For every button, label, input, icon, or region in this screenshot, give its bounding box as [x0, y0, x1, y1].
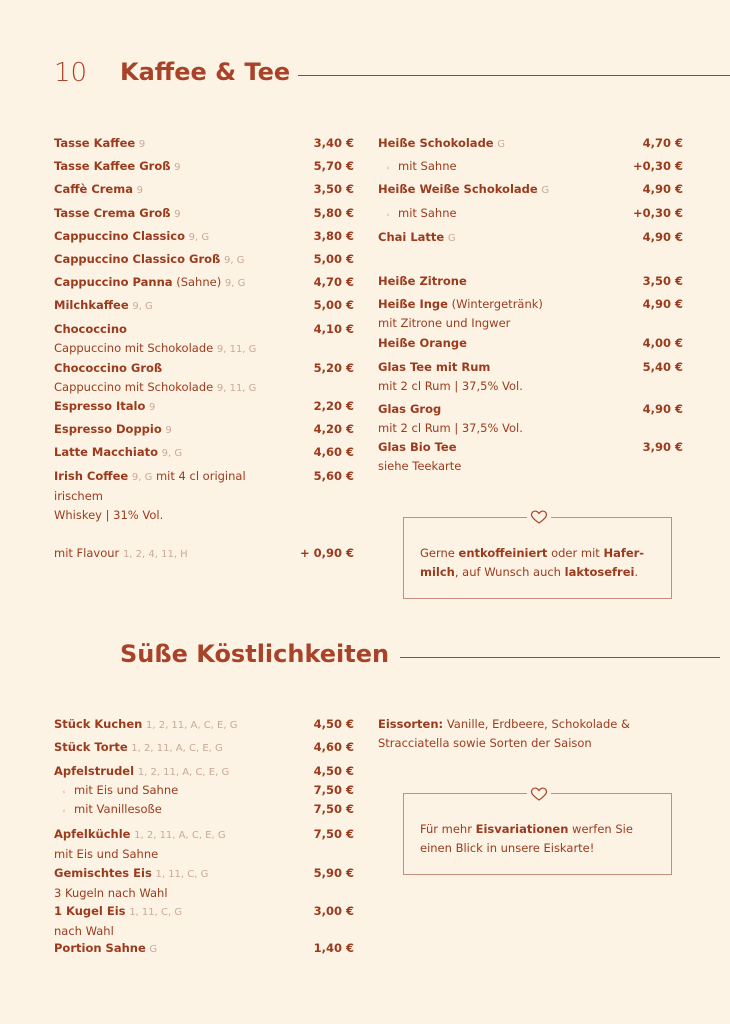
- eis-note-box: [403, 793, 672, 875]
- menu-item-price: 2,20 €: [313, 399, 354, 413]
- menu-item-price: 7,50 €: [313, 783, 354, 797]
- menu-item: [54, 864, 276, 903]
- menu-item-codes: G: [149, 944, 158, 955]
- menu-item: [54, 296, 276, 316]
- menu-item-price: 5,60 €: [313, 469, 354, 483]
- menu-item-codes: 9, 11, G: [216, 383, 257, 394]
- menu-item-price: 7,50 €: [313, 802, 354, 816]
- note2-bold-1: Eisvariationen: [475, 822, 569, 836]
- note-bold-3: milch: [420, 565, 455, 579]
- menu-item-codes: 9: [165, 425, 172, 436]
- menu-item-price: +0,30 €: [632, 206, 683, 220]
- menu-item-codes: 1, 2, 11, A, C, E, G: [131, 743, 223, 754]
- menu-item-name: Espresso Italo: [54, 399, 146, 413]
- menu-item-name: Cappuccino Classico Groß: [54, 252, 221, 266]
- menu-item: [54, 180, 276, 200]
- note-text-2: oder mit: [547, 546, 604, 560]
- menu-item-name: Cappuccino Panna: [54, 275, 173, 289]
- menu-item-option: mit Vanillesoße: [74, 802, 162, 816]
- menu-item-codes: G: [497, 139, 506, 150]
- heart-icon-2: [527, 786, 551, 802]
- menu-item-price: 3,80 €: [313, 229, 354, 243]
- menu-item-name: Chococcino: [54, 322, 127, 336]
- menu-item: [378, 204, 596, 224]
- bullet-icon: ⸗: [386, 210, 390, 219]
- menu-item-price: 3,00 €: [313, 904, 354, 918]
- note-bold-2: Hafer-: [603, 546, 645, 560]
- menu-item-name: Espresso Doppio: [54, 422, 162, 436]
- eissorten-line2: Stracciatella sowie Sorten der Saison: [378, 736, 592, 750]
- menu-item-price: 3,90 €: [642, 440, 683, 454]
- menu-item-codes: 9: [174, 162, 181, 173]
- menu-item-name: Glas Tee mit Rum: [378, 360, 491, 374]
- note-text-3: , auf Wunsch auch: [454, 565, 565, 579]
- section-header-kaffee: [54, 58, 87, 88]
- menu-item-name: Stück Kuchen: [54, 717, 143, 731]
- menu-item-name: Apfelküchle: [54, 827, 131, 841]
- menu-item-price: 4,90 €: [642, 182, 683, 196]
- menu-item-option: mit Eis und Sahne: [74, 783, 179, 797]
- flavour-item: [54, 544, 188, 564]
- section-title-kaffee-wrap: [120, 58, 290, 86]
- header-rule-2: [400, 657, 720, 658]
- menu-item-name: Chococcino Groß: [54, 361, 163, 375]
- menu-item-price: 4,00 €: [642, 336, 683, 350]
- menu-item-option: mit Sahne: [398, 206, 457, 220]
- section-title: Kaffee & Tee: [120, 58, 291, 86]
- bullet-icon: ⸗: [62, 806, 66, 815]
- menu-item-name: Irish Coffee: [54, 469, 129, 483]
- note-bold-1: entkoffeiniert: [458, 546, 548, 560]
- menu-item-name: Latte Macchiato: [54, 445, 159, 459]
- menu-item-codes: 9, G: [188, 232, 210, 243]
- menu-item-price: 4,50 €: [313, 764, 354, 778]
- decaf-note-box: [403, 517, 672, 599]
- menu-item-price: 1,40 €: [313, 941, 354, 955]
- menu-item: [378, 295, 596, 333]
- menu-item-price: 3,50 €: [313, 182, 354, 196]
- menu-item-price: 4,10 €: [313, 322, 354, 336]
- menu-item-codes: 9, G: [161, 448, 183, 459]
- flavour-codes: 1, 2, 4, 11, H: [122, 549, 188, 560]
- menu-item-price: 4,90 €: [642, 297, 683, 311]
- menu-item-name: Glas Grog: [378, 402, 442, 416]
- menu-item-name: Milchkaffee: [54, 298, 129, 312]
- page-number: 10: [54, 58, 88, 88]
- note-bold-4: laktosefrei: [564, 565, 635, 579]
- section-title-suesse: Süße Köstlichkeiten: [120, 640, 390, 668]
- menu-item-description: siehe Teekarte: [378, 459, 462, 473]
- menu-item-price: 5,40 €: [642, 360, 683, 374]
- note2-text-2: werfen Sie: [568, 822, 633, 836]
- menu-item-codes: 1, 2, 11, A, C, E, G: [137, 767, 230, 778]
- menu-item-codes: 9, G: [224, 278, 246, 289]
- menu-item: [54, 902, 276, 941]
- eissorten-text: [378, 715, 630, 753]
- menu-item-price: 4,50 €: [313, 717, 354, 731]
- menu-item-price: +0,30 €: [632, 159, 683, 173]
- menu-item: [54, 738, 276, 758]
- menu-item-description: mit Eis und Sahne: [54, 847, 159, 861]
- menu-item-name: Tasse Kaffee: [54, 136, 136, 150]
- menu-item: [54, 800, 276, 820]
- menu-item: [54, 320, 276, 359]
- menu-item-price: 5,00 €: [313, 252, 354, 266]
- menu-item-codes: 9, 11, G: [216, 344, 257, 355]
- menu-item-name: 1 Kugel Eis: [54, 904, 126, 918]
- bullet-icon: ⸗: [62, 787, 66, 796]
- menu-item-name: Caffè Crema: [54, 182, 133, 196]
- menu-item-codes: 9: [138, 139, 146, 150]
- menu-item: [54, 227, 276, 247]
- menu-item-price: 5,70 €: [313, 159, 354, 173]
- menu-item-codes: 9, G: [131, 472, 153, 483]
- menu-item: [378, 180, 596, 200]
- menu-item-codes: 9: [136, 185, 144, 196]
- menu-item-name: Chai Latte: [378, 230, 445, 244]
- menu-item: [378, 400, 596, 438]
- header-rule: [298, 75, 730, 76]
- menu-item-extra: mit 4 cl original irischem: [54, 469, 246, 503]
- menu-item-description: mit 2 cl Rum | 37,5% Vol.: [378, 379, 523, 393]
- menu-item-price: 4,70 €: [642, 136, 683, 150]
- menu-item-description: Cappuccino mit Schokolade: [54, 341, 214, 355]
- menu-item: [378, 228, 596, 248]
- menu-item: [378, 334, 596, 353]
- menu-item-description: Cappuccino mit Schokolade: [54, 380, 214, 394]
- menu-item-price: 5,20 €: [313, 361, 354, 375]
- menu-item-price: 4,90 €: [642, 230, 683, 244]
- menu-item: [378, 134, 596, 154]
- menu-item: [54, 134, 276, 154]
- menu-item-price: 4,90 €: [642, 402, 683, 416]
- menu-item-codes: 9: [149, 402, 156, 413]
- note2-text-3: einen Blick in unsere Eiskarte!: [420, 841, 595, 855]
- menu-item-description: Whiskey | 31% Vol.: [54, 508, 164, 522]
- flavour-price: + 0,90 €: [299, 546, 354, 560]
- menu-item-name: Cappuccino Classico: [54, 229, 186, 243]
- menu-item-price: 7,50 €: [313, 827, 354, 841]
- menu-item: [54, 715, 276, 735]
- menu-item-price: 4,60 €: [313, 740, 354, 754]
- menu-item-codes: 9: [174, 209, 181, 220]
- menu-item: [54, 781, 276, 801]
- menu-item-price: 4,20 €: [313, 422, 354, 436]
- menu-item-extra: (Sahne): [176, 275, 222, 289]
- menu-item: [54, 157, 276, 177]
- menu-item-name: Heiße Orange: [378, 336, 467, 350]
- menu-item-codes: 9, G: [223, 255, 245, 266]
- menu-item: [54, 825, 276, 864]
- menu-item: [54, 762, 276, 782]
- menu-item-name: Portion Sahne: [54, 941, 146, 955]
- menu-item-name: Heiße Weiße Schokolade: [378, 182, 538, 196]
- heart-icon: [527, 509, 551, 525]
- menu-item: [378, 272, 596, 291]
- menu-item-codes: 9, G: [132, 301, 153, 312]
- menu-item-description: nach Wahl: [54, 924, 114, 938]
- section-title-suesse-wrap: [120, 640, 389, 668]
- menu-item: [54, 467, 276, 525]
- menu-item-price: 4,70 €: [313, 275, 354, 289]
- menu-item-description: mit Zitrone und Ingwer: [378, 316, 511, 330]
- menu-item-name: Tasse Kaffee Groß: [54, 159, 171, 173]
- menu-item-price: 5,80 €: [313, 206, 354, 220]
- eissorten-label: Eissorten:: [378, 717, 444, 731]
- note-text-4: .: [634, 565, 639, 579]
- menu-item-extra: (Wintergetränk): [451, 297, 543, 311]
- bullet-icon: ⸗: [386, 163, 390, 172]
- menu-item-price: 3,40 €: [313, 136, 354, 150]
- menu-item-name: Glas Bio Tee: [378, 440, 457, 454]
- menu-item-description: 3 Kugeln nach Wahl: [54, 886, 168, 900]
- note2-text-1: Für mehr: [420, 822, 476, 836]
- menu-item: [378, 438, 596, 476]
- menu-item-codes: 1, 11, C, G: [155, 869, 209, 880]
- menu-item: [54, 359, 276, 398]
- menu-item-price: 4,60 €: [313, 445, 354, 459]
- eissorten-line1: Vanille, Erdbeere, Schokolade &: [446, 717, 630, 731]
- menu-item-codes: 1, 11, C, G: [129, 907, 183, 918]
- menu-item-name: Apfelstrudel: [54, 764, 135, 778]
- note-text-1: Gerne: [420, 546, 459, 560]
- menu-item-codes: 1, 2, 11, A, C, E, G: [134, 830, 226, 841]
- menu-item-name: Tasse Crema Groß: [54, 206, 171, 220]
- menu-item: [378, 157, 596, 177]
- menu-item: [54, 273, 276, 293]
- menu-item-option: mit Sahne: [398, 159, 457, 173]
- menu-item-name: Gemischtes Eis: [54, 866, 152, 880]
- flavour-name: mit Flavour: [54, 546, 120, 560]
- menu-item-price: 3,50 €: [642, 274, 683, 288]
- menu-item: [378, 358, 596, 396]
- menu-item-price: 5,00 €: [313, 298, 354, 312]
- menu-item: [54, 443, 276, 463]
- menu-item: [54, 250, 276, 270]
- menu-item-codes: 1, 2, 11, A, C, E, G: [145, 720, 238, 731]
- menu-item: [54, 397, 276, 417]
- menu-item-name: Heiße Inge: [378, 297, 448, 311]
- menu-item-name: Stück Torte: [54, 740, 128, 754]
- menu-item-name: Heiße Schokolade: [378, 136, 494, 150]
- menu-item: [54, 204, 276, 224]
- menu-item: [54, 939, 276, 959]
- menu-item: [54, 420, 276, 440]
- menu-item-price: 5,90 €: [313, 866, 354, 880]
- menu-item-codes: G: [447, 233, 456, 244]
- menu-item-description: mit 2 cl Rum | 37,5% Vol.: [378, 421, 523, 435]
- menu-item-codes: G: [541, 185, 550, 196]
- menu-item-name: Heiße Zitrone: [378, 274, 467, 288]
